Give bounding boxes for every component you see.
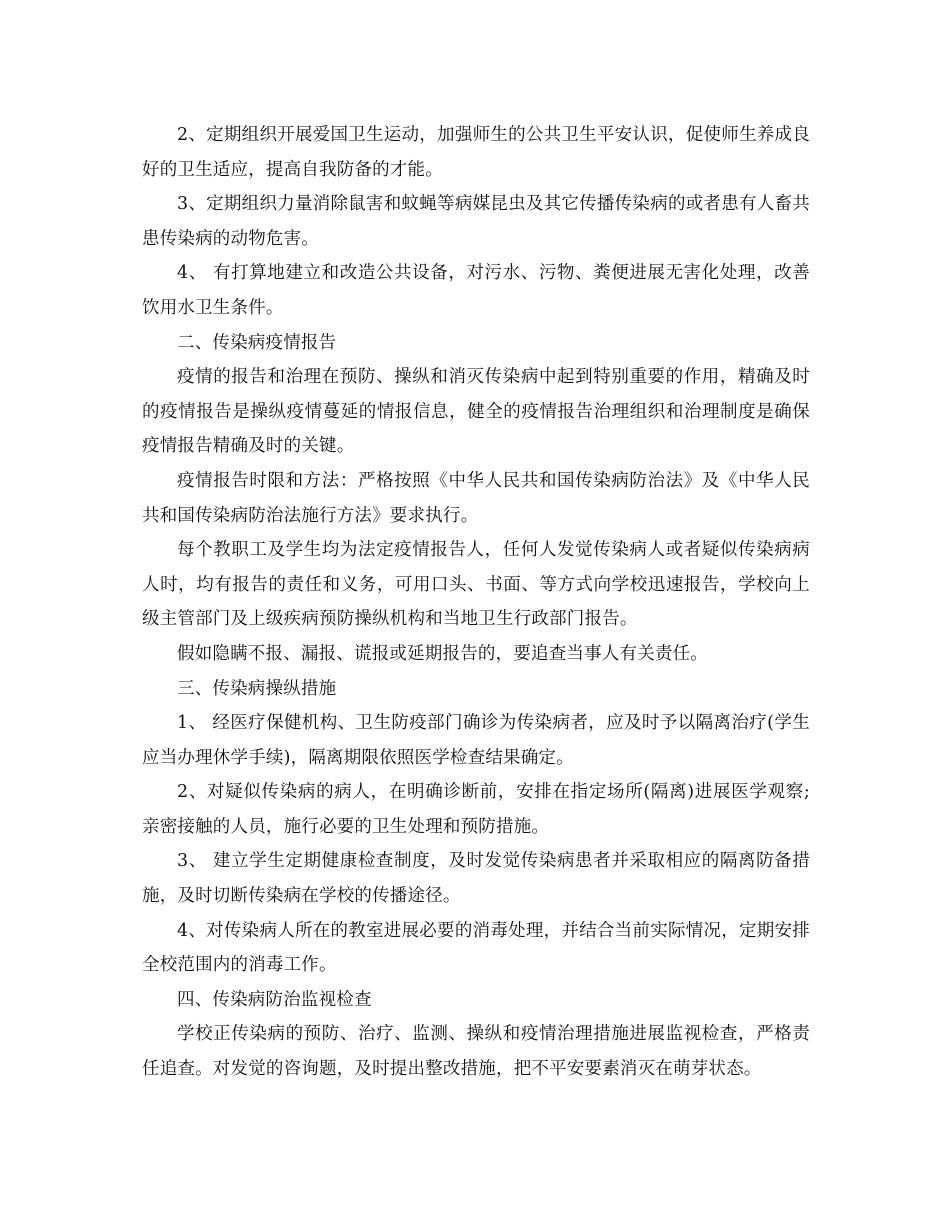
document-body	[142, 118, 810, 1087]
paragraph-reporters: 每个教职工及学生均为法定疫情报告人，任何人发觉传染病人或者疑似传染病病人时，均有报告的责任和义务，可用口头、书面、等方式向学校迅速报告，学校向上级主管部门及上级疾病预防操纵机构和当地卫生行政部门报告。	[142, 540, 810, 630]
paragraph-accountability: 假如隐瞒不报、漏报、谎报或延期报告的，要追查当事人有关责任。	[177, 643, 708, 664]
paragraph-pest-control: 3、定期组织力量消除鼠害和蚊蝇等病媒昆虫及其它传播传染病的或者患有人畜共患传染病的动物危害。	[142, 194, 810, 249]
section-heading-supervision: 四、传染病防治监视检查	[177, 989, 372, 1010]
paragraph-disinfection: 4、对传染病人所在的教室进展必要的消毒处理，并结合当前实际情况，定期安排全校范围内的消毒工作。	[142, 920, 810, 976]
paragraph-public-facilities: 4、 有打算地建立和改造公共设备，对污水、污物、粪便进展无害化处理，改善饮用水卫生条件。	[142, 263, 810, 318]
paragraph-hygiene-campaign: 2、定期组织开展爱国卫生运动，加强师生的公共卫生平安认识，促使师生养成良好的卫生适应，提高自我防备的才能。	[142, 125, 810, 180]
paragraph-supervision-inspection: 学校正传染病的预防、治疗、监测、操纵和疫情治理措施进展监视检查，严格责任追查。对发觉的咨询题，及时提出整改措施，把不平安要素消灭在萌芽状态。	[142, 1024, 810, 1080]
paragraph-report-importance: 疫情的报告和治理在预防、操纵和消灭传染病中起到特别重要的作用，精确及时的疫情报告是操纵疫情蔓延的情报信息，健全的疫情报告治理组织和治理制度是确保疫情报告精确及时的关键。	[142, 367, 810, 457]
paragraph-report-deadline: 疫情报告时限和方法：严格按照《中华人民共和国传染病防治法》及《中华人民共和国传染病防治法施行方法》要求执行。	[142, 470, 810, 526]
paragraph-suspected-cases: 2、对疑似传染病的病人，在明确诊断前，安排在指定场所(隔离)进展医学观察;亲密接触的人员，施行必要的卫生处理和预防措施。	[142, 782, 810, 837]
section-heading-epidemic-report: 二、传染病疫情报告	[177, 332, 337, 353]
paragraph-health-checks: 3、 建立学生定期健康检查制度，及时发觉传染病患者并采取相应的隔离防备措施，及时切断传染病在学校的传播途径。	[142, 851, 810, 907]
paragraph-isolation-treatment: 1、 经医疗保健机构、卫生防疫部门确诊为传染病者，应及时予以隔离治疗(学生应当办理休学手续)，隔离期限依照医学检查结果确定。	[142, 713, 810, 768]
section-heading-control-measures: 三、传染病操纵措施	[177, 678, 337, 699]
